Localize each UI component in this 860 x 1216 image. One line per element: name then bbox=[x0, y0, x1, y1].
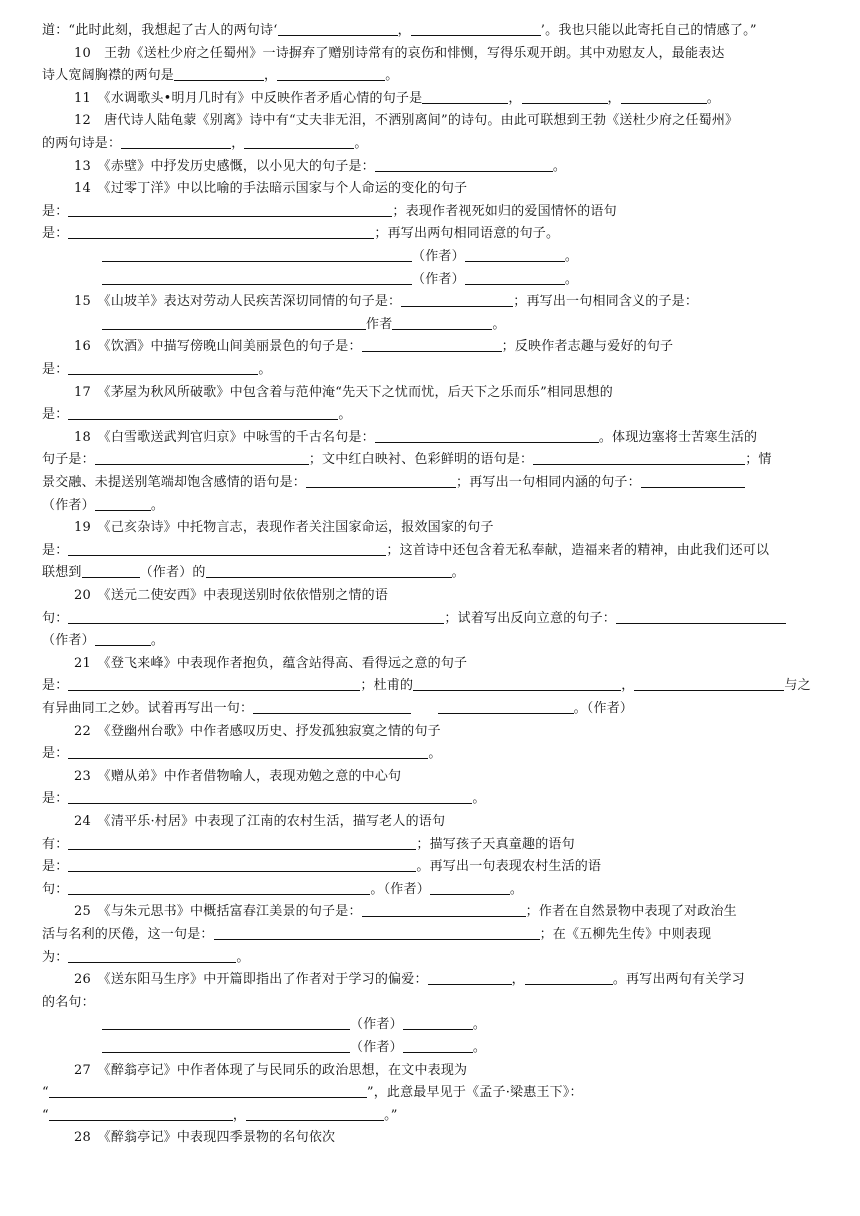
line-text: 16 《饮酒》中描写傍晚山间美丽景色的句子是： bbox=[74, 339, 362, 355]
line-text: “ bbox=[42, 1107, 49, 1123]
answer-blank[interactable] bbox=[422, 89, 508, 104]
text-line bbox=[102, 1037, 820, 1059]
answer-blank[interactable] bbox=[403, 1038, 473, 1053]
text-line bbox=[42, 359, 820, 381]
line-text: 景交融、未提送别笔端却饱含感情的语句是： bbox=[42, 475, 307, 490]
text-line bbox=[42, 924, 820, 946]
question-line bbox=[74, 811, 820, 833]
text-line bbox=[42, 630, 820, 652]
question-line bbox=[74, 336, 820, 358]
line-text: 是： bbox=[42, 362, 69, 377]
text-line bbox=[42, 20, 820, 42]
line-text: 联想到 bbox=[42, 565, 82, 581]
line-text: 17 《茅屋为秋风所破歌》中包含着与范仲淹“先天下之忧而忧，后天下之乐而乐”相同思想的 bbox=[74, 384, 613, 400]
answer-blank[interactable] bbox=[68, 857, 416, 872]
answer-blank[interactable] bbox=[641, 473, 745, 488]
line-text: ；杜甫的 bbox=[360, 678, 414, 694]
line-text: 是： bbox=[42, 859, 69, 875]
question-line bbox=[74, 969, 820, 991]
text-line bbox=[42, 743, 820, 765]
line-text: 为： bbox=[42, 949, 69, 965]
line-text: （作者） bbox=[42, 497, 95, 513]
question-line bbox=[74, 110, 820, 132]
answer-blank[interactable] bbox=[403, 1015, 473, 1030]
answer-blank[interactable] bbox=[278, 21, 398, 36]
line-text: ；作者在自然景物中表现了对政治生 bbox=[525, 904, 737, 920]
answer-blank[interactable] bbox=[68, 880, 370, 895]
line-text: ， bbox=[508, 90, 522, 106]
line-text: 。（作者） bbox=[573, 701, 634, 716]
question-line bbox=[74, 88, 820, 110]
answer-blank[interactable] bbox=[533, 450, 745, 465]
answer-blank[interactable] bbox=[206, 563, 452, 578]
line-text: 。 bbox=[258, 362, 272, 377]
text-line bbox=[102, 246, 820, 268]
line-text: 诗人宽阔胸襟的两句是 bbox=[42, 68, 175, 84]
answer-blank[interactable] bbox=[95, 496, 151, 511]
line-text: ， bbox=[232, 1107, 247, 1123]
text-line bbox=[42, 1105, 820, 1127]
question-line bbox=[74, 653, 820, 675]
text-line bbox=[42, 788, 820, 810]
line-text: （作者） bbox=[412, 249, 465, 264]
text-line bbox=[42, 449, 820, 471]
answer-blank[interactable] bbox=[428, 970, 512, 985]
line-text: 。再写出两句有关学习 bbox=[612, 972, 745, 988]
answer-blank[interactable] bbox=[82, 563, 140, 578]
line-text: （作者）的 bbox=[139, 565, 206, 581]
line-text: 18 《白雪歌送武判官归京》中咏雪的千古名句是： bbox=[74, 429, 375, 445]
line-text: 是： bbox=[42, 542, 69, 558]
line-text: 。 bbox=[492, 316, 506, 332]
line-text: 25 《与朱元思书》中概括富春江美景的句子是： bbox=[74, 904, 362, 920]
line-text: ；文中红白映衬、色彩鲜明的语句是： bbox=[308, 452, 534, 468]
line-text: 21 《登飞来峰》中表现作者抱负，蕴含站得高、看得远之意的句子 bbox=[74, 655, 468, 671]
text-line bbox=[42, 223, 820, 245]
text-line bbox=[42, 698, 820, 720]
line-text: 句： bbox=[42, 881, 69, 897]
line-text: 。 bbox=[472, 791, 486, 807]
answer-blank[interactable] bbox=[68, 405, 338, 420]
text-line bbox=[42, 540, 820, 562]
answer-blank[interactable] bbox=[413, 676, 621, 691]
line-text: ；在《五柳先生传》中则表现 bbox=[539, 927, 712, 942]
line-text: 。 bbox=[385, 68, 399, 84]
line-text: 13 《赤壁》中抒发历史感慨，以小见大的句子是： bbox=[74, 158, 375, 174]
question-line bbox=[74, 427, 820, 449]
line-text: 。” bbox=[384, 1107, 398, 1123]
answer-blank[interactable] bbox=[616, 609, 786, 624]
question-line bbox=[74, 178, 820, 200]
answer-blank[interactable] bbox=[375, 157, 553, 172]
line-text: ， bbox=[264, 68, 278, 84]
line-text: 。 bbox=[354, 136, 368, 151]
line-text: 14 《过零丁洋》中以比喻的手法暗示国家与个人命运的变化的句子 bbox=[74, 181, 468, 197]
answer-blank[interactable] bbox=[411, 21, 541, 36]
answer-blank[interactable] bbox=[621, 89, 707, 104]
line-text: 26 《送东阳马生序》中开篇即指出了作者对于学习的偏爱： bbox=[74, 972, 428, 988]
answer-blank[interactable] bbox=[121, 134, 231, 149]
answer-blank[interactable] bbox=[68, 948, 236, 963]
answer-blank[interactable] bbox=[102, 315, 366, 330]
line-text: 。体现边塞将士苦寒生活的 bbox=[598, 429, 758, 445]
line-text: 是： bbox=[42, 678, 69, 694]
line-text: ”，此意最早见于《孟子·梁惠王下》： bbox=[366, 1085, 583, 1101]
line-text: ；再写出两句相同语意的句子。 bbox=[374, 226, 560, 242]
answer-blank[interactable] bbox=[438, 699, 574, 714]
line-text: ；情 bbox=[745, 452, 772, 468]
answer-blank[interactable] bbox=[95, 450, 309, 465]
text-line bbox=[42, 472, 820, 494]
answer-blank[interactable] bbox=[68, 202, 392, 217]
line-text: （作者） bbox=[350, 1017, 403, 1033]
answer-blank[interactable] bbox=[68, 835, 416, 850]
answer-blank[interactable] bbox=[68, 360, 258, 375]
line-text: 句： bbox=[42, 610, 69, 626]
line-text: 。（作者） bbox=[370, 881, 430, 897]
text-line bbox=[102, 269, 820, 291]
answer-blank[interactable] bbox=[95, 631, 151, 646]
line-text: ；再写出一句相同含义的子是： bbox=[513, 294, 699, 310]
question-line bbox=[74, 901, 820, 923]
line-text: 28 《醉翁亭记》中表现四季景物的名句依次 bbox=[74, 1130, 336, 1146]
text-line bbox=[42, 404, 820, 426]
line-text: 。 bbox=[472, 1017, 487, 1033]
line-text: 15 《山坡羊》表达对劳动人民疾苦深切同情的句子是： bbox=[74, 294, 402, 310]
answer-blank[interactable] bbox=[68, 789, 472, 804]
answer-blank[interactable] bbox=[277, 66, 385, 81]
answer-blank[interactable] bbox=[401, 292, 513, 307]
question-line bbox=[74, 382, 820, 404]
line-text: 的名句： bbox=[42, 994, 95, 1010]
line-text: ；反映作者志趣与爱好的句子 bbox=[501, 339, 674, 355]
line-text: 11 《水调歌头•明月几时有》中反映作者矛盾心情的句子是 bbox=[74, 90, 423, 106]
text-line bbox=[42, 1082, 820, 1104]
line-text: 与之 bbox=[784, 678, 811, 694]
line-text: 道：“此时此刻，我想起了古人的两句诗‘ bbox=[42, 23, 278, 38]
line-text: 。 bbox=[706, 90, 720, 106]
line-text: ’。我也只能以此寄托自己的情感了。” bbox=[540, 23, 757, 38]
line-text: 。 bbox=[564, 249, 579, 264]
line-text: “ bbox=[42, 1085, 49, 1101]
text-line bbox=[42, 608, 820, 630]
answer-blank[interactable] bbox=[465, 270, 565, 285]
line-text: 。再写出一句表现农村生活的语 bbox=[416, 859, 602, 875]
answer-blank[interactable] bbox=[68, 609, 444, 624]
line-text: ， bbox=[231, 136, 245, 151]
answer-blank[interactable] bbox=[465, 247, 565, 262]
line-text: 23 《赠从弟》中作者借物喻人，表现劝勉之意的中心句 bbox=[74, 768, 402, 784]
line-text: 是： bbox=[42, 203, 69, 219]
line-text: 。 bbox=[472, 1040, 487, 1055]
text-line bbox=[42, 675, 820, 697]
line-text: 活与名利的厌倦，这一句是： bbox=[42, 927, 214, 942]
text-line bbox=[42, 495, 820, 517]
line-text: 有异曲同工之妙。试着再写出一句： bbox=[42, 701, 254, 716]
question-line bbox=[74, 1127, 820, 1149]
line-text: 24 《清平乐·村居》中表现了江南的农村生活，描写老人的语句 bbox=[74, 814, 446, 829]
text-line bbox=[42, 947, 820, 969]
answer-blank[interactable] bbox=[362, 337, 502, 352]
question-line bbox=[74, 156, 820, 178]
line-text: （作者） bbox=[412, 271, 465, 287]
line-text: 22 《登幽州台歌》中作者感叹历史、抒发孤独寂寞之情的句子 bbox=[74, 723, 441, 739]
answer-blank[interactable] bbox=[246, 1106, 384, 1121]
line-text: 。 bbox=[564, 271, 579, 287]
line-text: 。 bbox=[150, 633, 165, 649]
text-line bbox=[42, 879, 820, 901]
answer-blank[interactable] bbox=[68, 676, 360, 691]
question-line bbox=[74, 721, 820, 743]
line-text: 有： bbox=[42, 836, 69, 852]
text-line bbox=[42, 856, 820, 878]
text-line bbox=[42, 834, 820, 856]
question-line bbox=[74, 43, 820, 65]
answer-blank[interactable] bbox=[102, 270, 412, 285]
line-text: 是： bbox=[42, 226, 69, 242]
question-line bbox=[74, 585, 820, 607]
line-text: 作者 bbox=[366, 316, 393, 332]
answer-blank[interactable] bbox=[634, 676, 784, 691]
text-line bbox=[42, 65, 820, 87]
answer-blank[interactable] bbox=[102, 1038, 350, 1053]
answer-blank[interactable] bbox=[430, 880, 510, 895]
answer-blank[interactable] bbox=[68, 224, 374, 239]
answer-blank[interactable] bbox=[253, 699, 411, 714]
line-text: 。 bbox=[552, 158, 567, 174]
line-text: 是： bbox=[42, 791, 69, 807]
answer-blank[interactable] bbox=[102, 1015, 350, 1030]
line-text: ；这首诗中还包含着无私奉献，造福来者的精神，由此我们还可以 bbox=[386, 542, 770, 558]
line-text: 19 《己亥杂诗》中托物言志，表现作者关注国家命运，报效国家的句子 bbox=[74, 520, 494, 536]
answer-blank[interactable] bbox=[392, 315, 492, 330]
line-text: （作者） bbox=[42, 633, 95, 649]
line-text: 10 王勃《送杜少府之任蜀州》一诗摒弃了赠别诗常有的哀伤和悱恻，写得乐观开朗。其中劝慰友人，最能表达 bbox=[74, 45, 725, 61]
line-text: 。 bbox=[338, 407, 352, 423]
line-text: ；描写孩子天真童趣的语句 bbox=[416, 836, 575, 852]
line-text: 12 唐代诗人陆龟蒙《别离》诗中有“丈夫非无泪，不洒别离间”的诗句。由此可联想到王勃《送杜少府之任蜀州》 bbox=[74, 113, 739, 129]
answer-blank[interactable] bbox=[68, 744, 428, 759]
answer-blank[interactable] bbox=[49, 1106, 233, 1121]
answer-blank[interactable] bbox=[214, 925, 540, 940]
line-text: 20 《送元二使安西》中表现送别时依依惜别之情的语 bbox=[74, 588, 389, 603]
line-text: ；试着写出反向立意的句子： bbox=[444, 610, 617, 626]
answer-blank[interactable] bbox=[174, 66, 264, 81]
line-text: ；表现作者视死如归的爱国情怀的语句 bbox=[392, 203, 617, 219]
line-text: ， bbox=[621, 678, 635, 694]
line-text: 句子是： bbox=[42, 452, 95, 468]
answer-blank[interactable] bbox=[362, 902, 526, 917]
line-text: 。 bbox=[236, 949, 250, 965]
line-text: ， bbox=[397, 23, 411, 38]
text-line bbox=[42, 133, 820, 155]
line-text: ；再写出一句相同内涵的句子： bbox=[456, 475, 641, 490]
question-line bbox=[74, 291, 820, 313]
line-text: 。 bbox=[451, 565, 465, 581]
line-text: 27 《醉翁亭记》中作者体现了与民同乐的政治思想，在文中表现为 bbox=[74, 1062, 468, 1078]
text-line bbox=[102, 1014, 820, 1036]
line-text bbox=[411, 701, 437, 716]
question-line bbox=[74, 517, 820, 539]
text-line bbox=[42, 992, 820, 1014]
line-text: ， bbox=[607, 90, 621, 106]
line-text: （作者） bbox=[350, 1040, 403, 1055]
answer-blank[interactable] bbox=[522, 89, 608, 104]
line-text: 是： bbox=[42, 746, 69, 762]
answer-blank[interactable] bbox=[244, 134, 354, 149]
answer-blank[interactable] bbox=[306, 473, 456, 488]
line-text: 。 bbox=[428, 746, 442, 762]
line-text: ， bbox=[511, 972, 525, 988]
line-text: 。 bbox=[509, 881, 524, 897]
text-line bbox=[102, 314, 820, 336]
answer-blank[interactable] bbox=[525, 970, 613, 985]
question-line bbox=[74, 766, 820, 788]
text-line bbox=[42, 201, 820, 223]
line-text: 的两句诗是： bbox=[42, 136, 122, 151]
line-text: 。 bbox=[150, 497, 165, 513]
answer-blank[interactable] bbox=[49, 1083, 367, 1098]
answer-blank[interactable] bbox=[375, 428, 599, 443]
question-line bbox=[74, 1060, 820, 1082]
line-text: 是： bbox=[42, 407, 69, 423]
text-line bbox=[42, 562, 820, 584]
answer-blank[interactable] bbox=[102, 247, 412, 262]
answer-blank[interactable] bbox=[68, 541, 386, 556]
